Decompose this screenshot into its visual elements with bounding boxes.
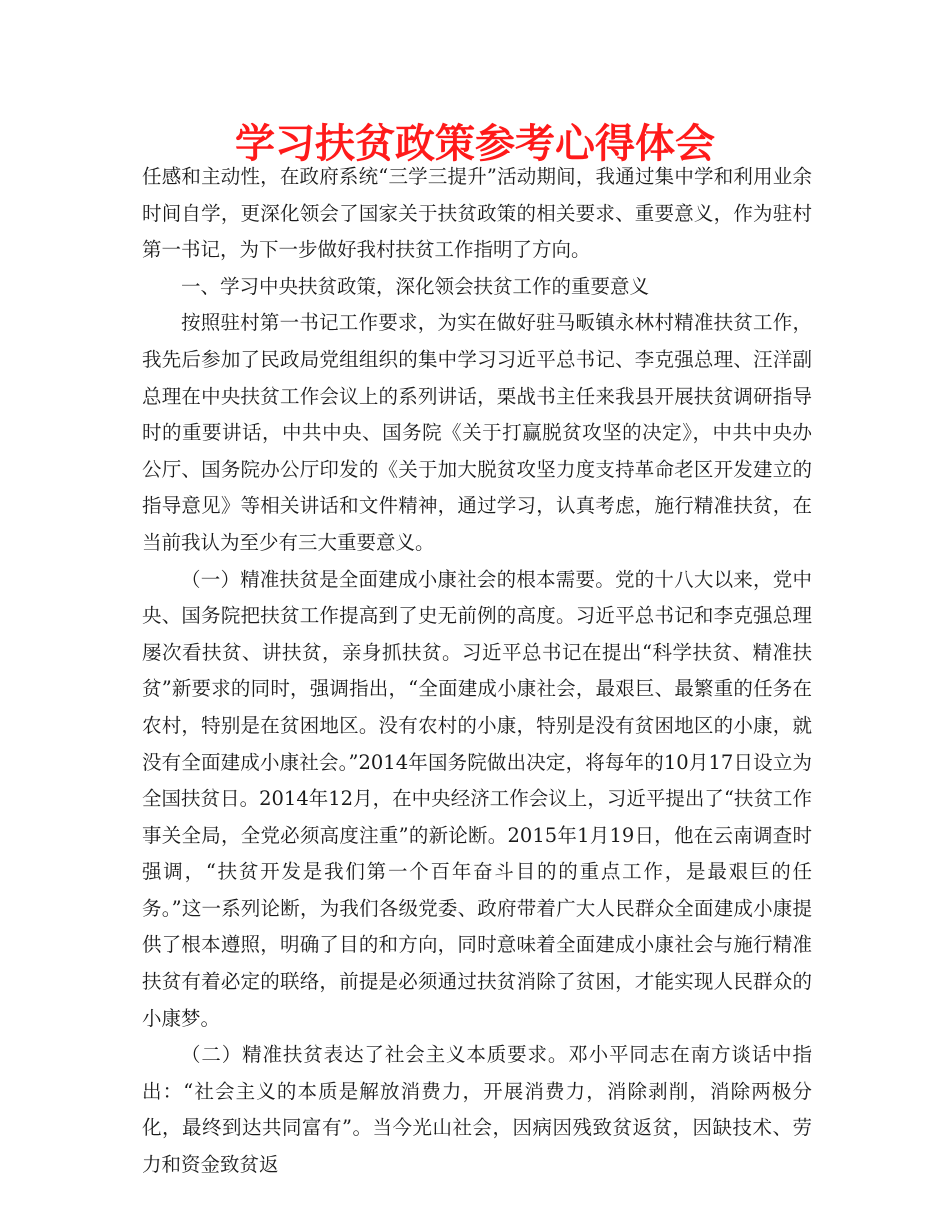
section-heading-one: 一、学习中央扶贫政策，深化领会扶贫工作的重要意义 <box>181 274 650 298</box>
paragraph-intro-continuation: 任感和主动性，在政府系统“三学三提升”活动期间，我通过集中学和利用业余时间自学，更深化领会了国家关于扶贫政策的相关要求、重要意义，作为驻村第一书记，为下一步做好我村扶贫工作指明了方向。 <box>142 165 812 262</box>
document-body <box>142 159 812 1184</box>
paragraph-study-activities: 按照驻村第一书记工作要求，为实在做好驻马畈镇永林村精准扶贫工作，我先后参加了民政局党组组织的集中学习习近平总书记、李克强总理、汪洋副总理在中央扶贫工作会议上的系列讲话，栗战书主任来我县开展扶贫调研指导时的重要讲话，中共中央、国务院《关于打赢脱贫攻坚的决定》，中共中央办公厅、国务院办公厅印发的《关于加大脱贫攻坚力度支持革命老区开发建立的指导意见》等相关讲话和文件精神，通过学习，认真考虑，施行精准扶贫，在当前我认为至少有三大重要意义。 <box>142 311 812 554</box>
paragraph-point-two: （二）精准扶贫表达了社会主义本质要求。邓小平同志在南方谈话中指出：“社会主义的本质是解放消费力，开展消费力，消除剥削，消除两极分化，最终到达共同富有”。当今光山社会，因病因残致贫返贫，因缺技术、劳力和资金致贫返 <box>142 1043 812 1177</box>
document-title: 学习扶贫政策参考心得体会 <box>235 121 715 167</box>
paragraph-point-one: （一）精准扶贫是全面建成小康社会的根本需要。党的十八大以来，党中央、国务院把扶贫工作提高到了史无前例的高度。习近平总书记和李克强总理屡次看扶贫、讲扶贫，亲身抓扶贫。习近平总书记在提出“科学扶贫、精准扶贫”新要求的同时，强调指出，“全面建成小康社会，最艰巨、最繁重的任务在农村，特别是在贫困地区。没有农村的小康，特别是没有贫困地区的小康，就没有全面建成小康社会。”2014年国务院做出决定，将每年的10月17日设立为全国扶贫日。2014年12月，在中央经济工作会议上，习近平提出了“扶贫工作事关全局，全党必须高度注重”的新论断。2015年1月19日，他在云南调查时强调，“扶贫开发是我们第一个百年奋斗目的的重点工作，是最艰巨的任务。”这一系列论断，为我们各级党委、政府带着广大人民群众全面建成小康提供了根本遵照，明确了目的和方向，同时意味着全面建成小康社会与施行精准扶贫有着必定的联络，前提是必须通过扶贫消除了贫困，才能实现人民群众的小康梦。 <box>142 567 812 1030</box>
